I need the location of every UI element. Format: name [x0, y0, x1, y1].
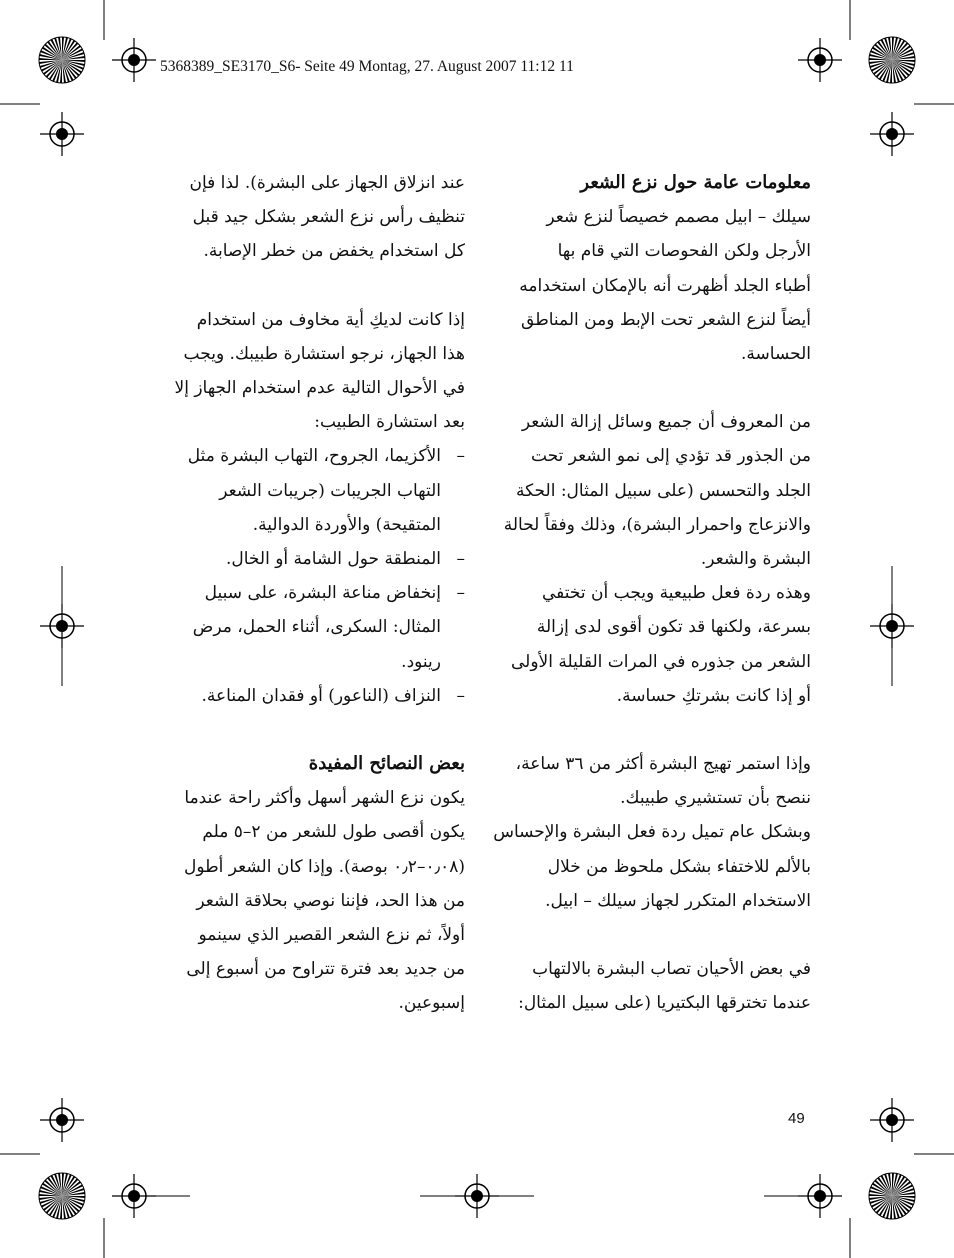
text-line: (٠٫٠٨–٠٫٢ بوصة). وإذا كان الشعر أطول [184, 856, 465, 877]
bullet-item [140, 679, 465, 713]
text-line: بالألم للاختفاء بشكل ملحوظ من خلال [547, 856, 811, 877]
right-para-2 [486, 405, 811, 576]
right-para-3 [486, 576, 811, 713]
text-line: سيلك – ابيل مصمم خصيصاً لنزع شعر [546, 207, 811, 228]
bullet-dash: – [456, 685, 465, 706]
text-line: الاستخدام المتكرر لجهاز سيلك – ابيل. [545, 890, 811, 911]
left-para-2 [140, 303, 465, 440]
left-column [140, 166, 465, 1021]
text-line: البشرة والشعر. [700, 549, 811, 570]
text-line: في الأحوال التالية عدم استخدام الجهاز إلا [174, 378, 465, 399]
starburst-mark [869, 1173, 915, 1219]
bullet-text-line: إنخفاض مناعة البشرة، على سبيل [204, 583, 441, 604]
text-line: وهذه ردة فعل طبيعية ويجب أن تختفي [542, 583, 811, 604]
text-line: من المعروف أن جميع وسائل إزالة الشعر [521, 412, 811, 433]
text-line: بسرعة، ولكنها قد تكون أقوى لدى إزالة [536, 617, 811, 638]
print-slug-line: 5368389_SE3170_S6- Seite 49 Montag, 27. August 2007 11:12 11 [160, 58, 574, 75]
text-line: إسبوعين. [398, 993, 465, 1014]
right-para-4 [486, 747, 811, 918]
text-line: بعد استشارة الطبيب: [314, 412, 465, 433]
bullet-text-line: النزاف (الناعور) أو فقدان المناعة. [201, 685, 441, 706]
bullet-text-line: المنطقة حول الشامة أو الخال. [226, 549, 441, 570]
text-line: والانزعاج واحمرار البشرة)، وذلك وفقاً لحالة [503, 514, 811, 535]
bullet-dash: – [456, 549, 465, 570]
section-heading-useful-tips: بعض النصائح المفيدة [308, 753, 465, 775]
text-line: ننصح بأن تستشيري طبيبك. [620, 788, 811, 809]
bullet-text-line: الأكزيما، الجروح، التهاب البشرة مثل [187, 446, 441, 467]
text-line: إذا كانت لديكِ أية مخاوف من استخدام [196, 309, 465, 330]
text-line: الحساسة. [741, 344, 811, 365]
bullet-item [140, 542, 465, 576]
bullet-list [140, 439, 465, 713]
text-line: هذا الجهاز، نرجو استشارة طبيبك. ويجب [183, 343, 465, 364]
text-line: من الجذور قد تؤدي إلى نمو الشعر تحت [531, 446, 811, 467]
target-mark-left-bottom [40, 1098, 84, 1142]
starburst-mark [39, 37, 85, 83]
bullet-item [140, 576, 465, 679]
text-line: أطباء الجلد أظهرت أنه بالإمكان استخدامه [519, 275, 811, 296]
target-mark-top-right [798, 38, 842, 82]
target-mark-right-top [870, 112, 914, 156]
text-line: تنظيف رأس نزع الشعر بشكل جيد قبل [192, 207, 465, 228]
left-para-3 [140, 781, 465, 1020]
text-line: الأرجل ولكن الفحوصات التي قام بها [557, 241, 811, 262]
bullet-text-line: المثال: السكرى، أثناء الحمل، مرض [192, 617, 441, 638]
bullet-text-line: رينود. [401, 651, 441, 672]
text-line: من هذا الحد، فإننا نوصي بحلاقة الشعر [196, 890, 465, 911]
section-heading-hair-removal: معلومات عامة حول نزع الشعر [580, 172, 811, 193]
text-line: عند انزلاق الجهاز على البشرة). لذا فإن [189, 173, 465, 193]
bullet-text-line: المتقيحة) والأوردة الدوالية. [252, 514, 441, 535]
starburst-mark [39, 1173, 85, 1219]
text-line: يكون نزع الشهر أسهل وأكثر راحة عندما [184, 788, 465, 809]
text-line: أو إذا كانت بشرتكِ حساسة. [616, 685, 811, 706]
right-column [486, 166, 811, 1020]
text-line: وإذا استمر تهيج البشرة أكثر من ٣٦ ساعة، [515, 754, 811, 775]
bullet-item [140, 439, 465, 542]
right-para-1 [486, 200, 811, 371]
text-line: الشعر من جذوره في المرات القليلة الأولى [511, 651, 811, 672]
text-line: يكون أقصى طول للشعر من ٢–٥ ملم [202, 822, 465, 843]
text-line: من جديد بعد فترة تتراوح من أسبوع إلى [186, 959, 465, 980]
text-line: أيضاً لنزع الشعر تحت الإبط ومن المناطق [521, 309, 811, 330]
text-line: الجلد والتحسس (على سبيل المثال: الحكة [516, 480, 811, 501]
text-line: أولاً، ثم نزع الشعر القصير الذي سينمو [198, 925, 465, 946]
text-line: كل استخدام يخفض من خطر الإصابة. [203, 241, 465, 262]
target-mark-left-top [40, 112, 84, 156]
text-line: وبشكل عام تميل ردة فعل البشرة والإحساس [493, 822, 811, 843]
text-line: عندما تخترقها البكتيريا (على سبيل المثال: [518, 993, 811, 1014]
left-para-1 [140, 166, 465, 269]
target-mark-right-bottom [870, 1098, 914, 1142]
text-line: في بعض الأحيان تصاب البشرة بالالتهاب [532, 959, 811, 980]
page-number: 49 [788, 1110, 805, 1127]
starburst-mark [869, 37, 915, 83]
right-para-5 [486, 952, 811, 1020]
bullet-text-line: التهاب الجريبات (جريبات الشعر [219, 480, 441, 501]
bullet-dash: – [456, 446, 465, 467]
bullet-dash: – [456, 583, 465, 604]
target-mark-top-left [112, 38, 156, 82]
